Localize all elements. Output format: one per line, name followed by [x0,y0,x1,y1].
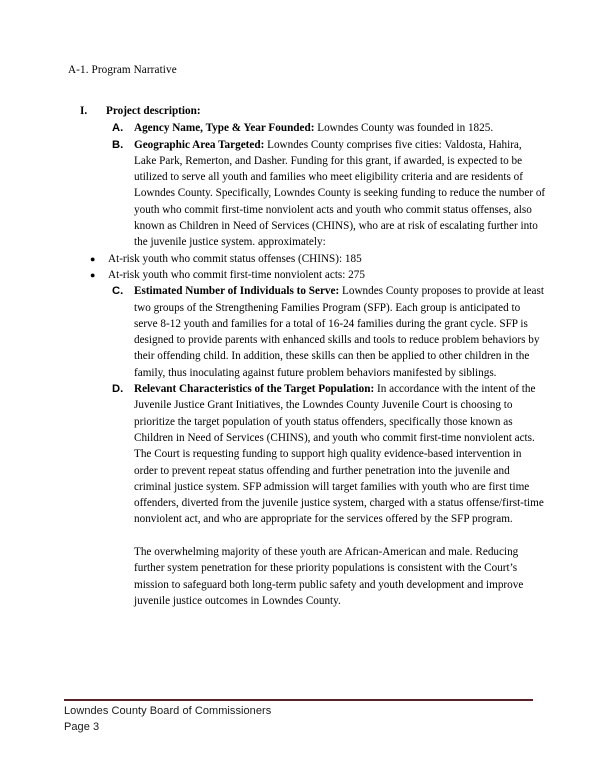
list-lead-c: Estimated Number of Individuals to Serve: [134,285,340,298]
section-marker: I. [80,105,88,117]
list-item-c [68,283,546,381]
list-item-d [68,381,546,609]
bullet-icon: ● [90,253,96,264]
list-marker-d: D. [112,383,124,396]
list-text-b: Lowndes County comprises five cities: Valdosta, Hahira, Lake Park, Remerton, and Dasher. Funding for this grant, if awarded, is expected to be utilized to serve all youth and families who meet eligibility criteria and are residents of Lowndes County. Specifically, Lowndes County is seeking funding to reduce the number of youth who commit first-time nonviolent acts and youth who commit status offenses, also known as Children in Need of Services (CHINS), who are at risk of escalating further into the juvenile justice system. approximately: [134,138,546,249]
bullet-text-1: At-risk youth who commit status offenses (CHINS): 185 [108,252,362,265]
section-title: Project description: [106,105,201,117]
list-text-a: Lowndes County was founded in 1825. [314,122,494,135]
footer-organization: Lowndes County Board of Commissioners [64,705,272,717]
list-lead-d: Relevant Characteristics of the Target Population: [134,383,375,396]
list-lead-a: Agency Name, Type & Year Founded: [134,122,315,135]
list-lead-b: Geographic Area Targeted: [134,138,265,151]
bullet-icon: ● [90,269,96,280]
list-text-c: Lowndes County proposes to provide at least two groups of the Strengthening Families Program (SFP). Each group is anticipated to serve 8-12 youth and families for a total of 16-24 families during the grant cycle. SFP is designed to provide parents with enhanced skills and tools to reduce problem behaviors by their offending child. In addition, these skills can then be applied to other children in the family, thus inoculating against future problem behaviors manifested by siblings. [134,285,544,379]
list-marker-c: C. [112,285,124,298]
document-body [68,103,546,609]
list-item-a [68,120,546,136]
bullet-text-2: At-risk youth who commit first-time nonviolent acts: 275 [108,268,365,281]
footer-divider [64,699,533,701]
list-item [68,251,546,267]
document-header-line: A-1. Program Narrative [68,64,177,76]
section-heading [68,103,546,119]
lettered-list [68,120,546,609]
list-body-c [134,283,546,381]
list-item-b [68,137,546,251]
list-body-b [134,137,546,251]
list-body-d [134,381,546,609]
list-marker-a: A. [112,122,124,135]
paragraph-spacer [134,528,546,544]
list-text-d: In accordance with the intent of the Juvenile Justice Grant Initiatives, the Lowndes County Juvenile Court is choosing to prioritize the target population of youth status offenders, specifically those known as Children in Need of Services (CHINS), and youth who commit first-time nonviolent acts. The Court is requesting funding to support high quality evidence-based intervention in order to prevent repeat status offending and further penetration into the juvenile and criminal justice system. SFP admission will target families with youth who are first time offenders, diverted from the juvenile justice system, charged with a status offense/first-time nonviolent act, and who are appropriate for the services offered by the SFP program. [134,383,544,526]
bullet-list [68,251,546,284]
footer-page-number: Page 3 [64,721,100,733]
list-item [68,267,546,283]
closing-paragraph: The overwhelming majority of these youth are African-American and male. Reducing further system penetration for these priority populations is consistent with the Court’s mission to safeguard both long-term public safety and youth development and improve juvenile justice outcomes in Lowndes County. [134,546,524,607]
list-marker-b: B. [112,138,124,151]
page-footer [64,703,271,735]
list-body-a [134,120,546,136]
